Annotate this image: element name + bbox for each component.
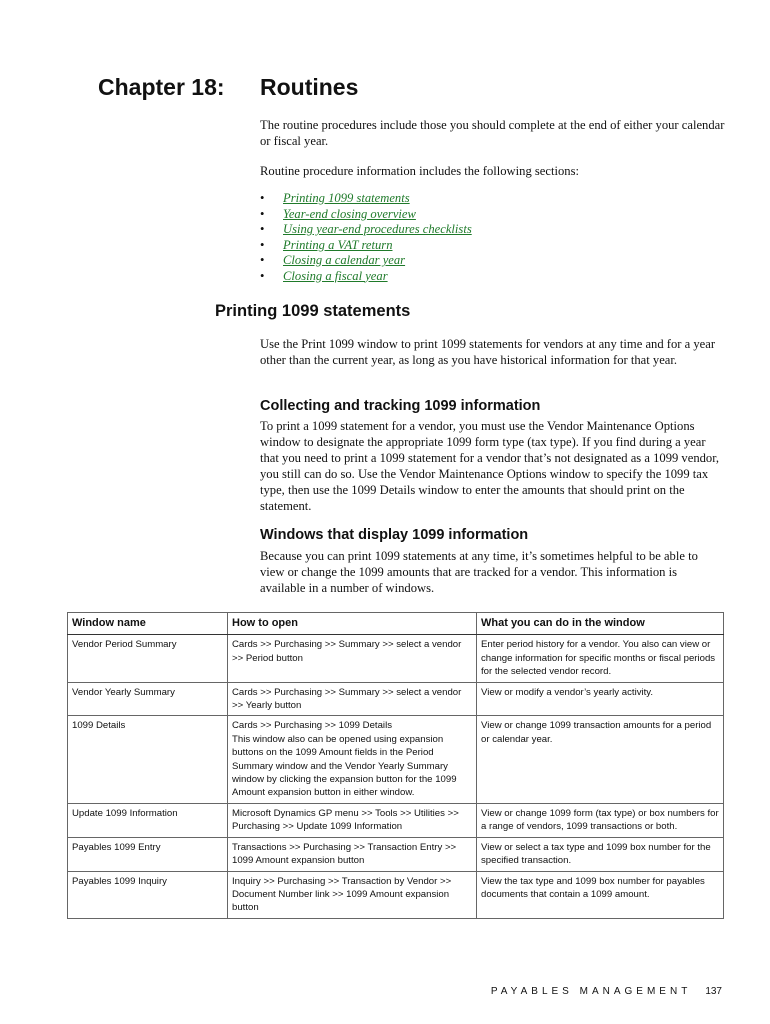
section-link-list	[260, 191, 725, 284]
column-header-how-to-open: How to open	[228, 613, 477, 635]
bullet-icon: •	[260, 222, 265, 236]
windows-table	[67, 612, 724, 919]
link-year-end-closing[interactable]: Year-end closing overview	[283, 206, 416, 221]
list-item	[260, 238, 725, 254]
cell-what-you-can-do: View or select a tax type and 1099 box number for the specified transaction.	[477, 837, 724, 871]
link-calendar-year[interactable]: Closing a calendar year	[283, 253, 406, 267]
cell-window-name: 1099 Details	[68, 716, 228, 803]
list-item	[260, 253, 725, 269]
cell-what-you-can-do: Enter period history for a vendor. You also can view or change information for specific months or fiscal periods for the selected vendor record.	[477, 635, 724, 682]
bullet-icon: •	[260, 237, 265, 252]
column-header-what-you-can-do: What you can do in the window	[477, 613, 724, 635]
intro-paragraph-2: Routine procedure information includes the following sections:	[260, 164, 579, 178]
subsection-paragraph-collecting: To print a 1099 statement for a vendor, you must use the Vendor Maintenance Options window to designate the appropriate 1099 form type (tax type). If you find during a year that you need to print a 1099 statement for a vendor that’s not designated as a 1099 vendor, you still can do so. Use the Vendor Maintenance Options window to specify the 1099 tax type, then use the 1099 Details window to enter the amounts that should print on the statement.	[260, 419, 720, 513]
link-printing-1099[interactable]: Printing 1099 statements	[283, 191, 410, 205]
cell-what-you-can-do: View or modify a vendor’s yearly activity.	[477, 682, 724, 716]
cell-what-you-can-do: View or change 1099 transaction amounts for a period or calendar year.	[477, 716, 724, 803]
table-row	[68, 837, 724, 871]
table-row	[68, 716, 724, 803]
page-footer	[491, 986, 722, 997]
table-row	[68, 871, 724, 918]
column-header-window-name: Window name	[68, 613, 228, 635]
table-header-row	[68, 613, 724, 635]
cell-window-name: Payables 1099 Entry	[68, 837, 228, 871]
subsection-heading-windows: Windows that display 1099 information	[260, 527, 529, 543]
cell-window-name: Vendor Yearly Summary	[68, 682, 228, 716]
cell-window-name: Update 1099 Information	[68, 803, 228, 837]
page-number: 137	[705, 986, 722, 997]
subsection-heading-collecting: Collecting and tracking 1099 information	[260, 398, 541, 414]
list-item	[260, 222, 725, 238]
cell-window-name: Payables 1099 Inquiry	[68, 871, 228, 918]
section-paragraph-printing-1099: Use the Print 1099 window to print 1099 statements for vendors at any time and for a year other than the current year, as long as you have historical information for that year.	[260, 337, 716, 367]
cell-how-to-open-path: Cards >> Purchasing >> 1099 Details	[232, 720, 392, 732]
subsection-paragraph-windows: Because you can print 1099 statements at any time, it’s sometimes helpful to be able to view or change the 1099 amounts that are tracked for a vendor. This information is available in a number of windows.	[260, 549, 698, 595]
list-item	[260, 207, 725, 223]
link-fiscal-year[interactable]: Closing a fiscal year	[283, 268, 388, 283]
intro-section	[260, 117, 725, 284]
link-vat-return[interactable]: Printing a VAT return	[283, 237, 393, 252]
cell-what-you-can-do: View the tax type and 1099 box number for payables documents that contain a 1099 amount.	[477, 871, 724, 918]
cell-how-to-open: Cards >> Purchasing >> Summary >> select a vendor >> Yearly button	[228, 682, 477, 716]
chapter-name: Routines	[260, 74, 359, 100]
cell-how-to-open	[228, 716, 477, 803]
bullet-icon: •	[260, 268, 265, 283]
intro-paragraph-1: The routine procedures include those you should complete at the end of either your calendar or fiscal year.	[260, 118, 725, 148]
list-item	[260, 269, 725, 285]
section-heading-printing-1099: Printing 1099 statements	[215, 302, 411, 320]
cell-how-to-open: Cards >> Purchasing >> Summary >> select a vendor >> Period button	[228, 635, 477, 682]
table-row	[68, 635, 724, 682]
footer-section-name: PAYABLES MANAGEMENT	[490, 986, 692, 997]
cell-how-to-open: Inquiry >> Purchasing >> Transaction by Vendor >> Document Number link >> 1099 Amount expansion button	[228, 871, 477, 918]
chapter-number: Chapter 18:	[98, 74, 225, 100]
table-row	[68, 682, 724, 716]
cell-what-you-can-do: View or change 1099 form (tax type) or box numbers for a range of vendors, 1099 transactions or both.	[477, 803, 724, 837]
bullet-icon: •	[260, 253, 265, 267]
cell-how-to-open: Transactions >> Purchasing >> Transaction Entry >> 1099 Amount expansion button	[228, 837, 477, 871]
cell-window-name: Vendor Period Summary	[68, 635, 228, 682]
cell-how-to-open-note: This window also can be opened using expansion buttons on the 1099 Amount fields in the Period Summary window and the Vendor Yearly Summary window by clicking the expansion button for the 1099 Amount expansion button in either window.	[232, 733, 457, 799]
chapter-title	[98, 74, 738, 101]
table-row	[68, 803, 724, 837]
bullet-icon: •	[260, 191, 265, 205]
list-item	[260, 191, 725, 207]
link-checklists[interactable]: Using year-end procedures checklists	[283, 222, 472, 236]
cell-how-to-open: Microsoft Dynamics GP menu >> Tools >> Utilities >> Purchasing >> Update 1099 Information	[228, 803, 477, 837]
bullet-icon: •	[260, 206, 265, 221]
